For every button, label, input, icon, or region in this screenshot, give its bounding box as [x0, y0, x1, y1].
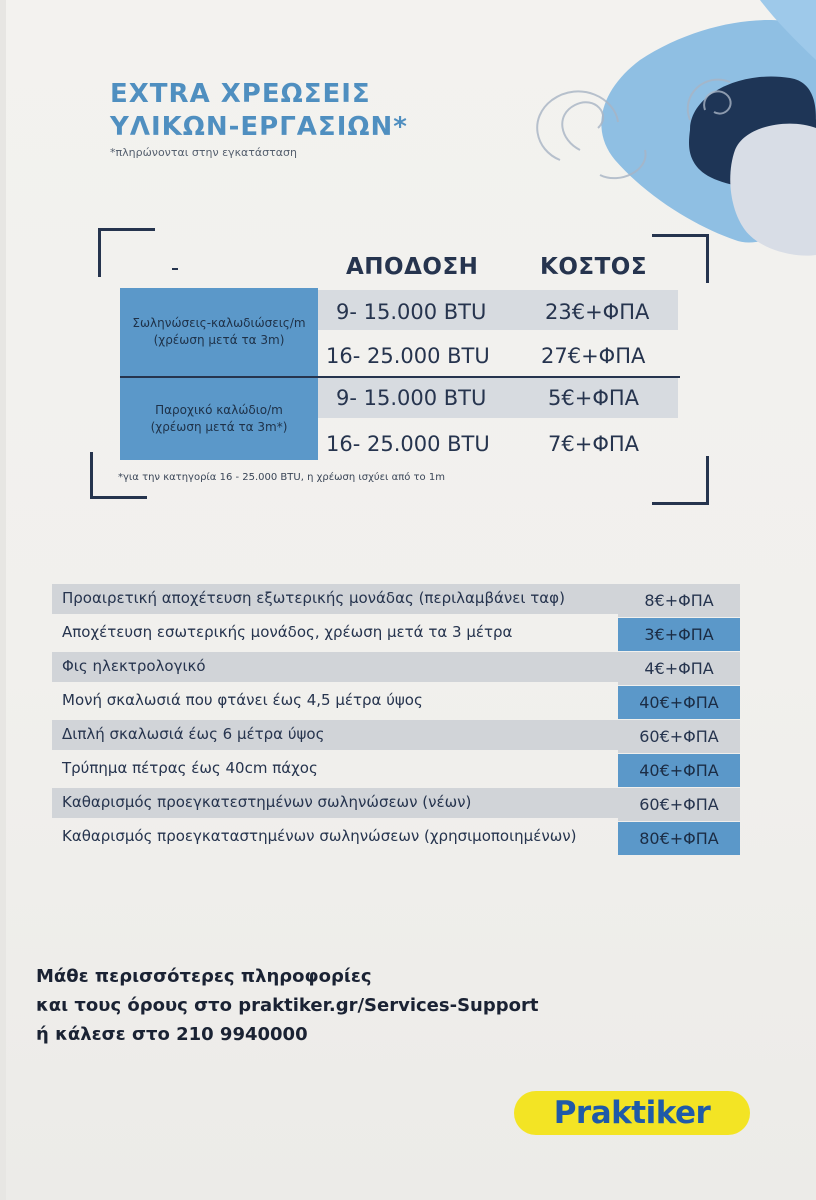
performance-cell: 16- 25.000 BTU [326, 344, 490, 368]
corner-bracket-top-right [652, 234, 709, 283]
table-row [52, 786, 742, 820]
corner-bracket-top-left [98, 228, 155, 277]
decorative-dash [172, 268, 178, 270]
column-header-cost: ΚΟΣΤΟΣ [540, 254, 648, 280]
extra-charges-table [52, 582, 742, 854]
cost-cell: 5€+ΦΠΑ [548, 386, 640, 410]
table-row [52, 616, 742, 650]
table-row [52, 820, 742, 854]
subtitle-note: *πληρώνονται στην εγκατάσταση [110, 146, 297, 159]
charge-label: Αποχέτευση εσωτερικής μονάδος, χρέωση μετά τα 3 μέτρα [62, 623, 513, 641]
category-sublabel: (χρέωση μετά τα 3m*) [150, 420, 288, 434]
performance-cell: 16- 25.000 BTU [326, 432, 490, 456]
charge-label: Καθαρισμός προεγκαταστημένων σωληνώσεων (χρησιμοποιημένων) [62, 827, 577, 845]
charge-price: 60€+ΦΠΑ [618, 720, 740, 753]
charge-price: 3€+ΦΠΑ [618, 618, 740, 651]
cost-cell: 23€+ΦΠΑ [545, 300, 650, 324]
performance-cell: 9- 15.000 BTU [336, 386, 487, 410]
category-label: Σωληνώσεις-καλωδιώσεις/m [132, 316, 306, 330]
corner-bracket-bottom-right [652, 456, 709, 505]
title-line-2: ΥΛΙΚΩΝ-ΕΡΓΑΣΙΩΝ* [110, 112, 408, 142]
table-row [52, 752, 742, 786]
category-supply-cable [120, 378, 318, 460]
footnote: *για την κατηγορία 16 - 25.000 BTU, η χρέωση ισχύει από το 1m [118, 472, 445, 483]
category-sublabel: (χρέωση μετά τα 3m) [153, 333, 285, 347]
charge-label: Καθαρισμός προεγκατεστημένων σωληνώσεων (νέων) [62, 793, 472, 811]
contact-line-1: Μάθε περισσότερες πληροφορίες [36, 966, 372, 987]
charge-label: Φις ηλεκτρολογικό [62, 657, 206, 675]
contact-line-2: και τους όρους στο praktiker.gr/Services-Support [36, 995, 539, 1016]
table-row [52, 684, 742, 718]
page-title [110, 78, 408, 144]
cost-cell: 7€+ΦΠΑ [548, 432, 640, 456]
performance-cell: 9- 15.000 BTU [336, 300, 487, 324]
title-line-1: EXTRA ΧΡΕΩΣΕΙΣ [110, 79, 371, 109]
charge-price: 40€+ΦΠΑ [618, 686, 740, 719]
column-header-performance: ΑΠΟΔΟΣΗ [346, 254, 479, 280]
contact-info [36, 962, 538, 1049]
category-piping [120, 288, 318, 376]
charge-price: 80€+ΦΠΑ [618, 822, 740, 855]
cost-cell: 27€+ΦΠΑ [541, 344, 646, 368]
logo-text: Praktiker [553, 1095, 711, 1131]
charge-label: Μονή σκαλωσιά που φτάνει έως 4,5 μέτρα ύψος [62, 691, 423, 709]
table-row [52, 718, 742, 752]
charge-price: 8€+ΦΠΑ [618, 584, 740, 617]
table-row [52, 650, 742, 684]
table-row [52, 582, 742, 616]
charge-price: 4€+ΦΠΑ [618, 652, 740, 685]
category-label: Παροχικό καλώδιο/m [155, 403, 283, 417]
contact-line-3: ή κάλεσε στο 210 9940000 [36, 1024, 308, 1045]
charge-price: 40€+ΦΠΑ [618, 754, 740, 787]
charge-label: Διπλή σκαλωσιά έως 6 μέτρα ύψος [62, 725, 325, 743]
charge-price: 60€+ΦΠΑ [618, 788, 740, 821]
charge-label: Προαιρετική αποχέτευση εξωτερικής μονάδας (περιλαμβάνει ταφ) [62, 589, 565, 607]
charge-label: Τρύπημα πέτρας έως 40cm πάχος [62, 759, 318, 777]
praktiker-logo [514, 1091, 750, 1135]
